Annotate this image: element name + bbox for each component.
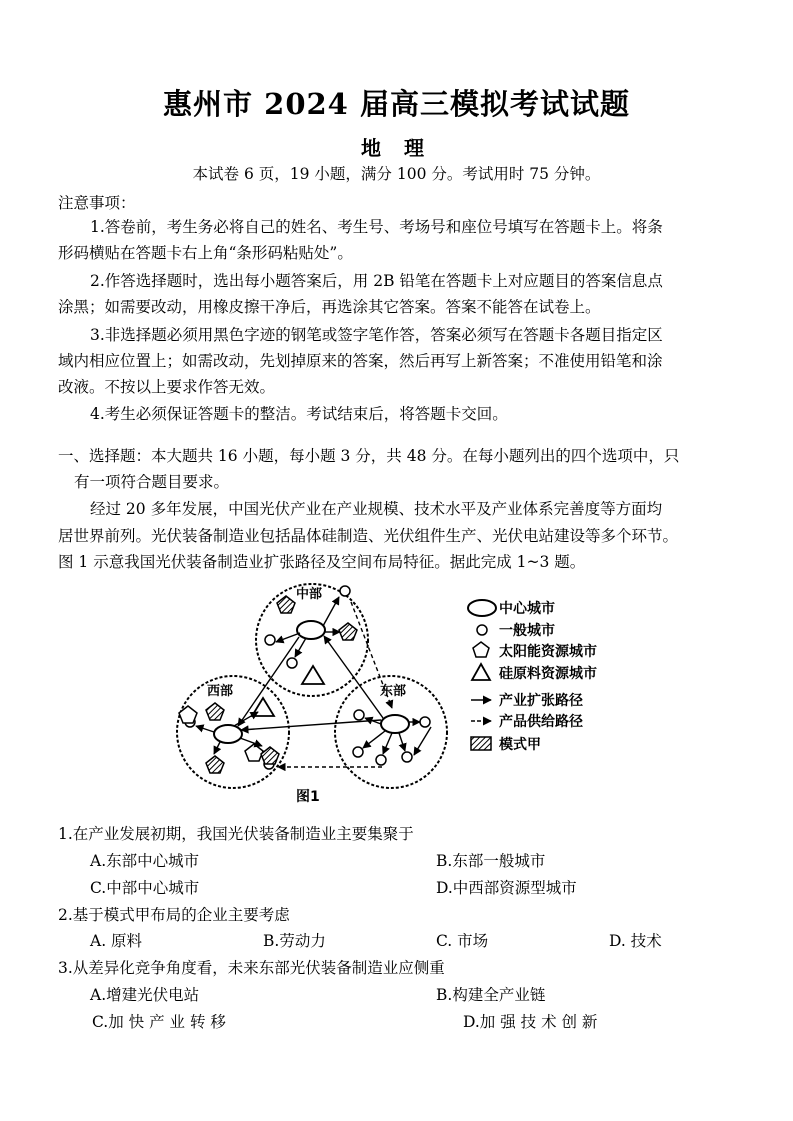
note-line: 涂黑；如需要改动，用橡皮擦干净后，再选涂其它答案。答案不能答在试卷上。: [58, 298, 601, 316]
note-line: 形码横贴在答题卡右上角“条形码粘贴处”。: [58, 244, 353, 262]
figure-caption: 图1: [296, 789, 320, 805]
question-option: B.构建全产业链: [436, 986, 546, 1004]
mode-a-city: [206, 703, 224, 720]
general-city: [402, 752, 412, 762]
note-line: 1.答卷前，考生务必将自己的姓名、考生号、考场号和座位号填写在答题卡上。将条: [90, 218, 663, 236]
general-city: [376, 755, 386, 765]
figure-1: [160, 578, 640, 808]
mode-a-city: [206, 756, 224, 773]
question-option: D.加 强 技 术 创 新: [463, 1013, 598, 1031]
general-city: [340, 586, 350, 596]
note-line: 2.作答选择题时，选出每小题答案后，用 2B 铅笔在答题卡上对应题目的答案信息点: [90, 272, 663, 290]
note-line: 改液。不按以上要求作答无效。: [58, 378, 276, 396]
west-center-city: [214, 725, 242, 743]
question-option: D.中西部资源型城市: [436, 879, 577, 897]
silicon-resource-city: [302, 666, 324, 684]
question-stem: 3.从差异化竞争角度看，未来东部光伏装备制造业应侧重: [58, 959, 445, 977]
question-option: B.东部一般城市: [436, 852, 546, 870]
note-line: 3.非选择题必须用黑色字迹的钢笔或签字笔作答，答案必须写在答题卡各题目指定区: [90, 326, 663, 344]
subject-title: 地 理: [361, 136, 432, 160]
question-option: A. 原料: [90, 932, 143, 950]
notes-heading: 注意事项：: [58, 194, 136, 212]
legend-label: 中心城市: [499, 601, 555, 617]
question-option: A.增建光伏电站: [90, 986, 200, 1004]
question-stem: 1.在产业发展初期，我国光伏装备制造业主要集聚于: [58, 825, 414, 843]
general-city: [287, 658, 297, 668]
legend-center-city-icon: [468, 600, 496, 616]
legend-label: 一般城市: [499, 623, 555, 639]
passage-line: 经过 20 多年发展，中国光伏产业在产业规模、技术水平及产业体系完善度等方面均: [90, 500, 663, 518]
exam-info: 本试卷 6 页，19 小题，满分 100 分。考试用时 75 分钟。: [192, 165, 601, 183]
region-label-east: 东部: [380, 684, 407, 699]
general-city: [353, 747, 363, 757]
question-option: C.加 快 产 业 转 移: [92, 1013, 226, 1031]
mode-a-city: [277, 596, 295, 613]
legend-label: 模式甲: [499, 737, 541, 753]
exam-title: 惠州市 2024 届高三模拟考试试题: [163, 87, 630, 121]
legend-label: 产品供给路径: [499, 714, 583, 730]
region-label-west: 西部: [207, 684, 234, 699]
passage-line: 图 1 示意我国光伏装备制造业扩张路径及空间布局特征。据此完成 1~3 题。: [58, 553, 586, 571]
legend-general-city-icon: [477, 625, 487, 635]
passage-line: 居世界前列。光伏装备制造业包括晶体硅制造、光伏组件生产、光伏电站建设等多个环节。: [58, 527, 679, 545]
legend-label: 硅原料资源城市: [499, 666, 597, 682]
general-city: [420, 717, 430, 727]
legend-label: 产业扩张路径: [499, 693, 583, 709]
question-option: C. 市场: [436, 932, 489, 950]
mode-a-city: [261, 747, 279, 764]
question-option: D. 技术: [609, 932, 662, 950]
question-option: B.劳动力: [263, 932, 326, 950]
mode-a-city: [339, 623, 357, 640]
general-city: [265, 635, 275, 645]
note-line: 4.考生必须保证答题卡的整洁。考试结束后，将答题卡交回。: [90, 405, 508, 423]
legend-solar-city-icon: [473, 642, 489, 657]
question-option: C.中部中心城市: [90, 879, 200, 897]
legend-label: 太阳能资源城市: [499, 644, 597, 660]
question-option: A.东部中心城市: [90, 852, 200, 870]
note-line: 域内相应位置上；如需改动，先划掉原来的答案，然后再写上新答案；不准使用铅笔和涂: [58, 352, 663, 370]
east-center-city: [381, 715, 409, 733]
solar-resource-city: [245, 744, 263, 761]
question-stem: 2.基于模式甲布局的企业主要考虑: [58, 906, 290, 924]
legend-mode-a-icon: [471, 737, 491, 750]
general-city: [354, 710, 364, 720]
legend-silicon-city-icon: [472, 664, 490, 680]
section-heading: 一、选择题：本大题共 16 小题，每小题 3 分，共 48 分。在每小题列出的四个选项中，只: [58, 447, 680, 465]
region-label-central: 中部: [296, 587, 323, 602]
solar-resource-city: [179, 706, 197, 723]
section-heading: 有一项符合题目要求。: [74, 473, 230, 491]
central-center-city: [297, 621, 325, 639]
legend: [468, 600, 597, 753]
